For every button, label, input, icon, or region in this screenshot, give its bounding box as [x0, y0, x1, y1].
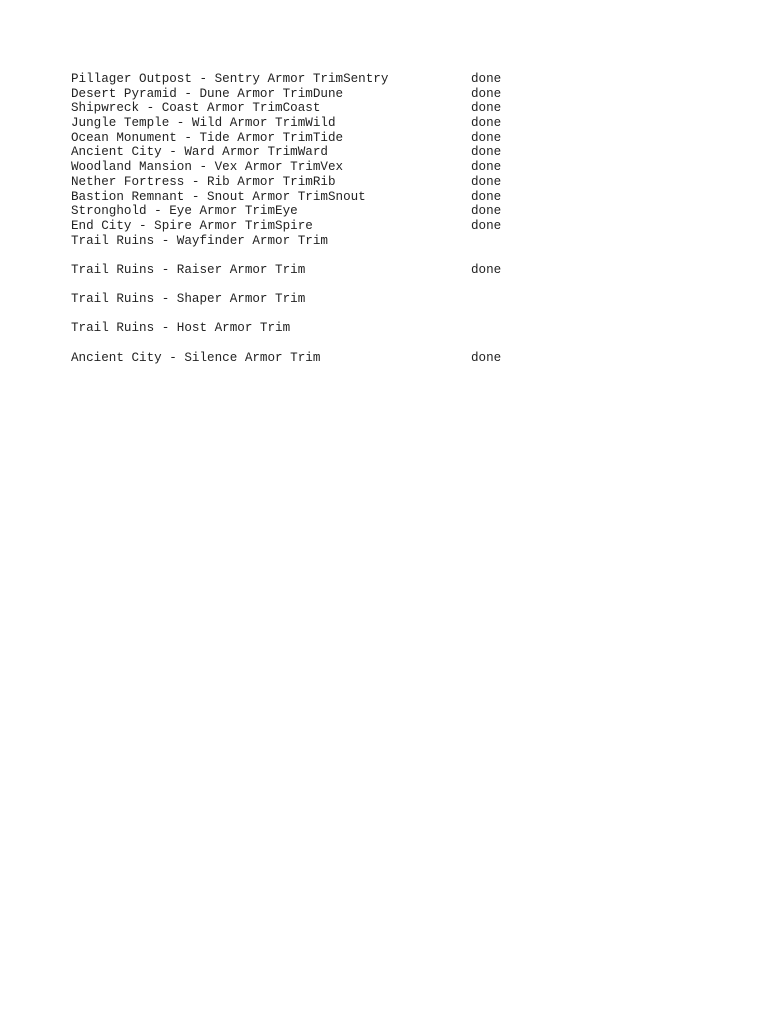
list-item	[71, 72, 531, 87]
item-status: done	[471, 101, 502, 116]
item-status: done	[471, 218, 502, 233]
item-label: Woodland Mansion - Vex Armor TrimVex	[71, 160, 344, 175]
item-status: done	[471, 130, 502, 145]
list-item	[71, 263, 531, 278]
item-label: Shipwreck - Coast Armor TrimCoast	[71, 101, 321, 116]
item-status: done	[471, 116, 502, 131]
list-item	[71, 351, 531, 366]
list-item	[71, 145, 531, 160]
item-status: done	[471, 189, 502, 204]
item-status: done	[471, 72, 502, 86]
item-label: Desert Pyramid - Dune Armor TrimDune	[71, 86, 344, 101]
armor-trim-list	[71, 72, 531, 365]
item-label: Bastion Remnant - Snout Armor TrimSnout	[71, 189, 366, 204]
item-status: done	[471, 350, 502, 365]
item-label: Trail Ruins - Shaper Armor Trim	[71, 292, 306, 307]
item-label: Jungle Temple - Wild Armor TrimWild	[71, 116, 336, 131]
item-status: done	[471, 160, 502, 175]
item-label: Trail Ruins - Wayfinder Armor Trim	[71, 233, 328, 248]
list-item	[71, 101, 531, 116]
list-item	[71, 219, 531, 234]
list-item	[71, 204, 531, 219]
list-item	[71, 116, 531, 131]
item-label: Stronghold - Eye Armor TrimEye	[71, 204, 298, 219]
list-item	[71, 160, 531, 175]
item-label: End City - Spire Armor TrimSpire	[71, 218, 313, 233]
item-label: Ancient City - Ward Armor TrimWard	[71, 145, 328, 160]
item-status: done	[471, 145, 502, 160]
list-item	[71, 292, 531, 307]
item-status: done	[471, 174, 502, 189]
list-item	[71, 234, 531, 249]
item-status: done	[471, 204, 502, 219]
item-label: Trail Ruins - Host Armor Trim	[71, 321, 291, 336]
item-status: done	[471, 262, 502, 277]
list-item	[71, 175, 531, 190]
item-label: Ocean Monument - Tide Armor TrimTide	[71, 130, 344, 145]
item-label: Nether Fortress - Rib Armor TrimRib	[71, 174, 336, 189]
list-item	[71, 87, 531, 102]
list-item	[71, 321, 531, 336]
item-status: done	[471, 86, 502, 101]
item-label: Pillager Outpost - Sentry Armor TrimSentry	[71, 72, 389, 86]
list-item	[71, 190, 531, 205]
list-item	[71, 131, 531, 146]
item-label: Trail Ruins - Raiser Armor Trim	[71, 262, 306, 277]
item-label: Ancient City - Silence Armor Trim	[71, 350, 321, 365]
